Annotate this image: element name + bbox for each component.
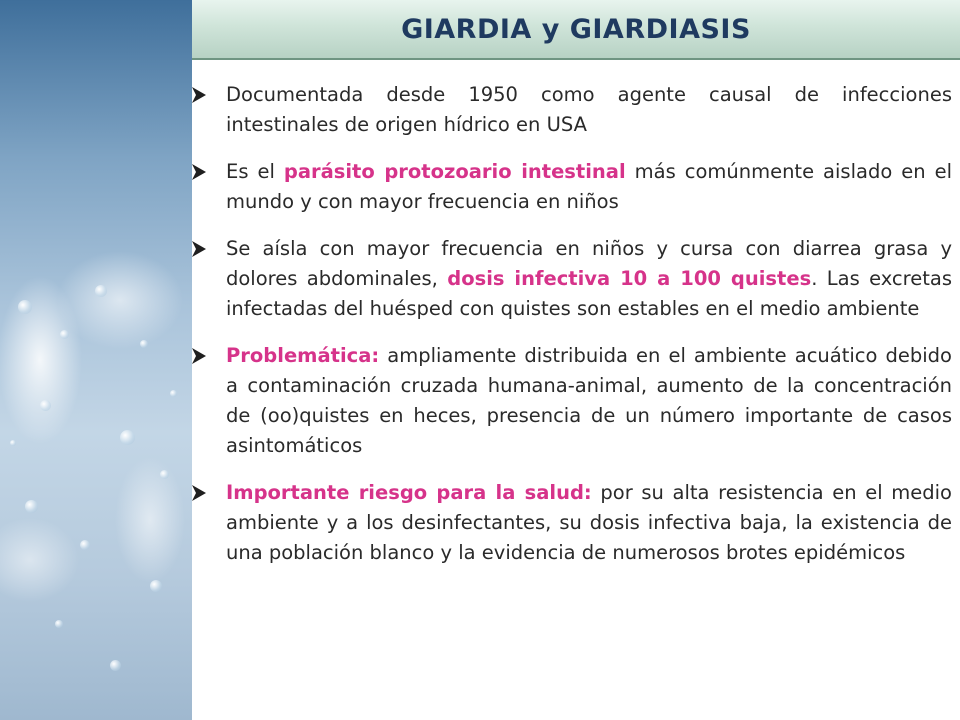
water-drop	[150, 580, 162, 592]
arrow-bullet-icon	[192, 164, 206, 180]
water-drop	[170, 390, 177, 397]
arrow-bullet-icon	[192, 485, 206, 501]
arrow-bullet-icon	[192, 87, 206, 103]
bullet-text: Documentada desde 1950 como agente causal de infecciones intestinales de origen hídrico en USA	[226, 83, 952, 136]
water-drop	[40, 400, 51, 411]
bullet-text: Se aísla con mayor frecuencia en niños y cursa con diarrea grasa y dolores abdominales,	[226, 237, 952, 290]
highlighted-text: Importante riesgo para la salud:	[226, 481, 592, 504]
arrow-bullet-icon	[192, 348, 206, 364]
water-drop	[25, 500, 38, 513]
bullet-text: ampliamente distribuida en el ambiente acuático debido a contaminación cruzada humana-animal, aumento de la concentración de (oo)quistes en heces, presencia de un número importante de casos asintomáticos	[226, 344, 952, 457]
water-drop	[60, 330, 69, 339]
bullet-item	[188, 341, 952, 461]
title-bar	[192, 0, 960, 60]
water-drop	[120, 430, 135, 445]
highlighted-text: parásito protozoario intestinal	[283, 160, 626, 183]
bullet-text: más comúnmente aislado en el mundo y con mayor frecuencia en niños	[226, 160, 952, 213]
bullet-item	[188, 157, 952, 217]
highlighted-text: dosis infectiva 10 a 100 quistes	[447, 267, 812, 290]
water-drop	[80, 540, 90, 550]
water-drop	[110, 660, 121, 671]
bullet-text: Es el	[226, 160, 284, 183]
water-splash-image	[0, 0, 192, 720]
bullet-item	[188, 478, 952, 568]
bullet-list	[188, 80, 952, 585]
water-drop	[18, 300, 32, 314]
water-drop	[55, 620, 63, 628]
bullet-text: . Las excretas infectadas del huésped con quistes son estables en el medio ambiente	[226, 267, 952, 320]
bullet-item	[188, 80, 952, 140]
page-title: GIARDIA y GIARDIASIS	[401, 13, 751, 45]
bullet-item	[188, 234, 952, 324]
bullet-text: por su alta resistencia en el medio ambiente y a los desinfectantes, su dosis infectiva baja, la existencia de una población blanco y la evidencia de numerosos brotes epidémicos	[226, 481, 952, 564]
water-drop	[95, 285, 107, 297]
highlighted-text: Problemática:	[226, 344, 380, 367]
water-drop	[10, 440, 16, 446]
water-drop	[160, 470, 169, 479]
water-drop	[140, 340, 148, 348]
arrow-bullet-icon	[192, 241, 206, 257]
